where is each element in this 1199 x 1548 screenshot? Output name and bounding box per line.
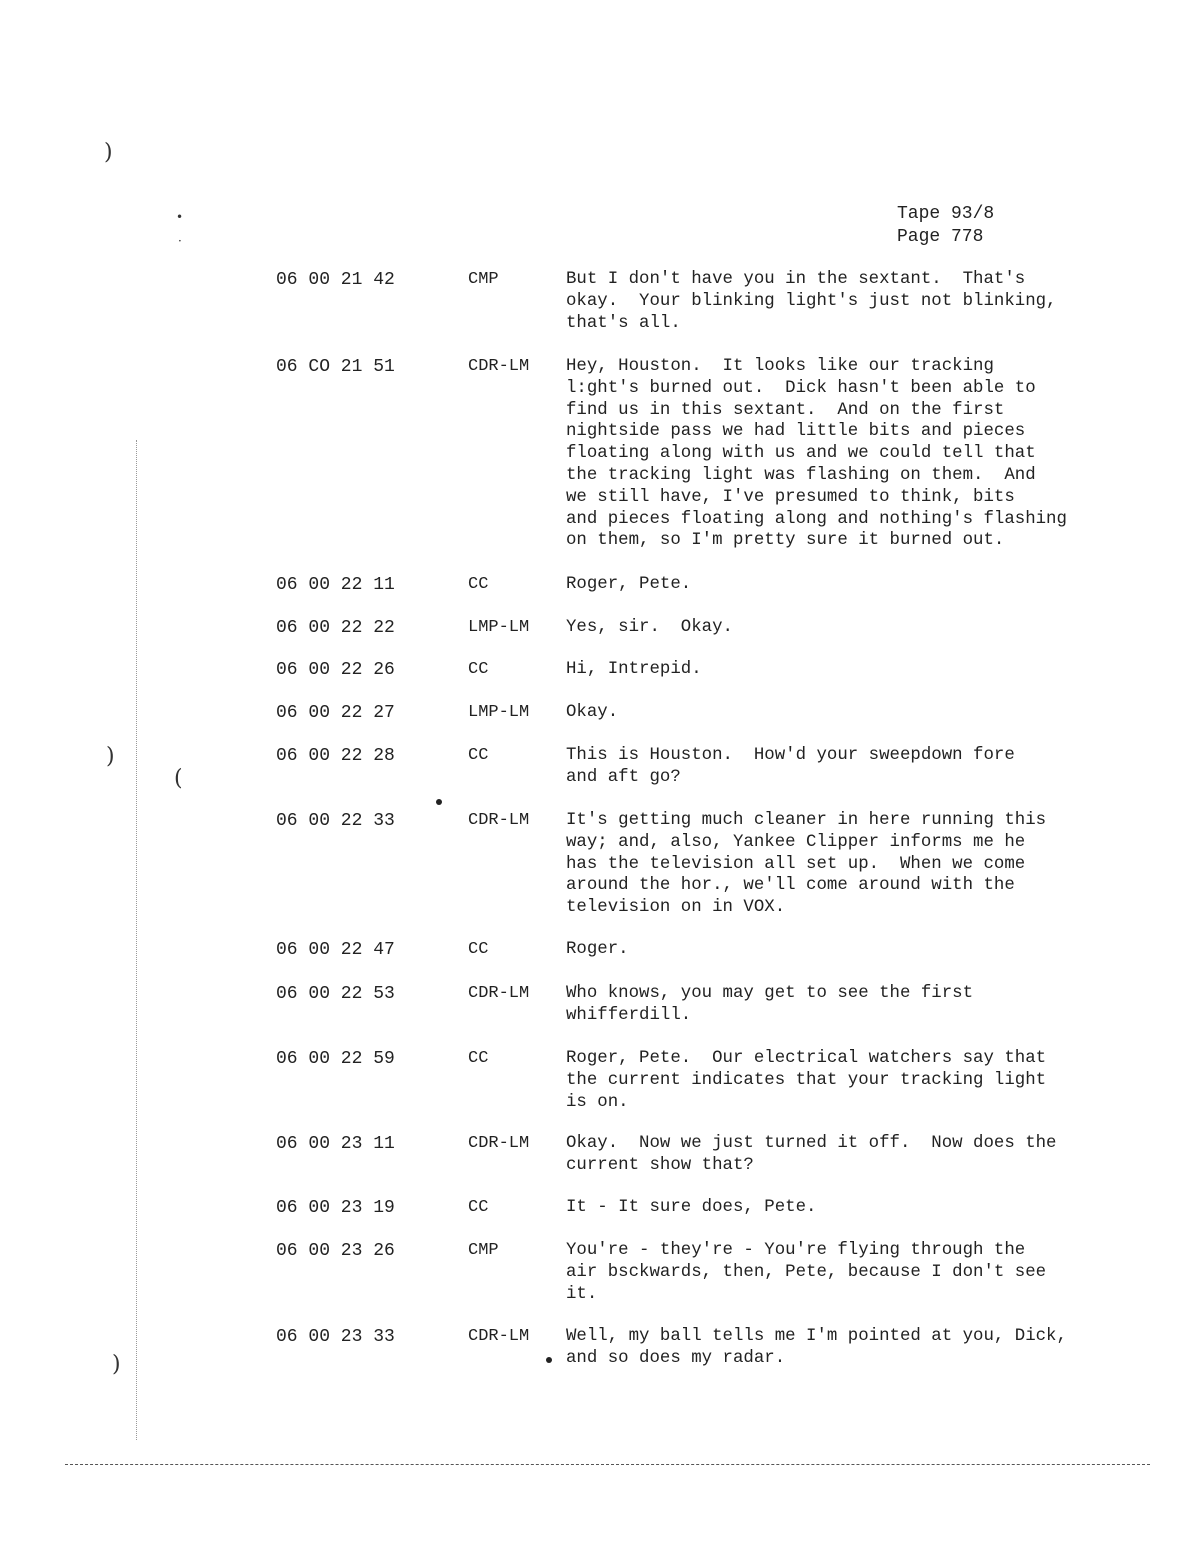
utterance: Hi, Intrepid. xyxy=(566,660,702,679)
utterance: Roger, Pete. Our electrical watchers say that the current indicates that your tracking light is on. xyxy=(566,1049,1047,1112)
binding-hole-mark: ) xyxy=(106,744,115,769)
speaker: CC xyxy=(468,746,489,765)
utterance: You're - they're - You're flying through the air bsckwards, then, Pete, because I don't see it. xyxy=(566,1241,1047,1304)
binding-hole-mark: ) xyxy=(104,140,113,165)
speaker: CDR-LM xyxy=(468,1134,530,1153)
utterance: Roger. xyxy=(566,940,629,959)
speaker: CC xyxy=(468,575,489,594)
scan-speck xyxy=(436,799,442,805)
timestamp: 06 CO 21 51 xyxy=(276,357,395,377)
utterance: This is Houston. How'd your sweepdown fore and aft go? xyxy=(566,746,1015,787)
speaker: CMP xyxy=(468,270,499,289)
timestamp: 06 00 23 11 xyxy=(276,1134,395,1154)
speaker: LMP-LM xyxy=(468,703,530,722)
tape-label: Tape 93/8 xyxy=(897,204,995,224)
utterance: But I don't have you in the sextant. That's okay. Your blinking light's just not blinking, that's all. xyxy=(566,270,1057,333)
page-rule xyxy=(65,1464,1150,1465)
timestamp: 06 00 22 53 xyxy=(276,984,395,1004)
speaker: CDR-LM xyxy=(468,1327,530,1346)
speaker: CDR-LM xyxy=(468,357,530,376)
speaker: LMP-LM xyxy=(468,618,530,637)
page-header xyxy=(897,203,994,249)
scan-speck xyxy=(546,1357,552,1363)
timestamp: 06 00 22 59 xyxy=(276,1049,395,1069)
speaker: CC xyxy=(468,940,489,959)
speaker: CC xyxy=(468,660,489,679)
timestamp: 06 00 21 42 xyxy=(276,270,395,290)
utterance: It's getting much cleaner in here running this way; and, also, Yankee Clipper informs me he has the television all set up. When we come around the hor., we'll come around with the television on in VOX. xyxy=(566,811,1047,918)
timestamp: 06 00 22 11 xyxy=(276,575,395,595)
timestamp: 06 00 22 22 xyxy=(276,618,395,638)
speaker: CC xyxy=(468,1198,489,1217)
utterance: It - It sure does, Pete. xyxy=(566,1198,817,1217)
speaker: CDR-LM xyxy=(468,984,530,1003)
page-number: Page 778 xyxy=(897,227,984,247)
timestamp: 06 00 22 26 xyxy=(276,660,395,680)
utterance: Hey, Houston. It looks like our tracking l:ght's burned out. Dick hasn't been able to find us in this sextant. And on the first nightside pass we had little bits and pieces floating along with us and we could tell that the tracking light was flashing on them. And we still have, I've presumed to think, bits and pieces floating along and nothing's flashing on them, so I'm pretty sure it burned out. xyxy=(566,357,1067,551)
timestamp: 06 00 22 28 xyxy=(276,746,395,766)
utterance: Roger, Pete. xyxy=(566,575,692,594)
edge-dots xyxy=(136,440,137,1440)
utterance: Okay. Now we just turned it off. Now does the current show that? xyxy=(566,1134,1057,1175)
timestamp: 06 00 23 26 xyxy=(276,1241,395,1261)
speaker: CC xyxy=(468,1049,489,1068)
timestamp: 06 00 23 19 xyxy=(276,1198,395,1218)
utterance: Who knows, you may get to see the first whifferdill. xyxy=(566,984,974,1025)
timestamp: 06 00 23 33 xyxy=(276,1327,395,1347)
timestamp: 06 00 22 33 xyxy=(276,811,395,831)
speaker: CDR-LM xyxy=(468,811,530,830)
utterance: Well, my ball tells me I'm pointed at you, Dick, and so does my radar. xyxy=(566,1327,1067,1368)
binding-hole-mark: ( xyxy=(174,766,183,791)
scan-speck: · xyxy=(178,234,182,248)
timestamp: 06 00 22 27 xyxy=(276,703,395,723)
utterance: Okay. xyxy=(566,703,619,722)
binding-hole-mark: ) xyxy=(112,1352,121,1377)
utterance: Yes, sir. Okay. xyxy=(566,618,733,637)
timestamp: 06 00 22 47 xyxy=(276,940,395,960)
scan-speck: • xyxy=(176,210,184,224)
speaker: CMP xyxy=(468,1241,499,1260)
